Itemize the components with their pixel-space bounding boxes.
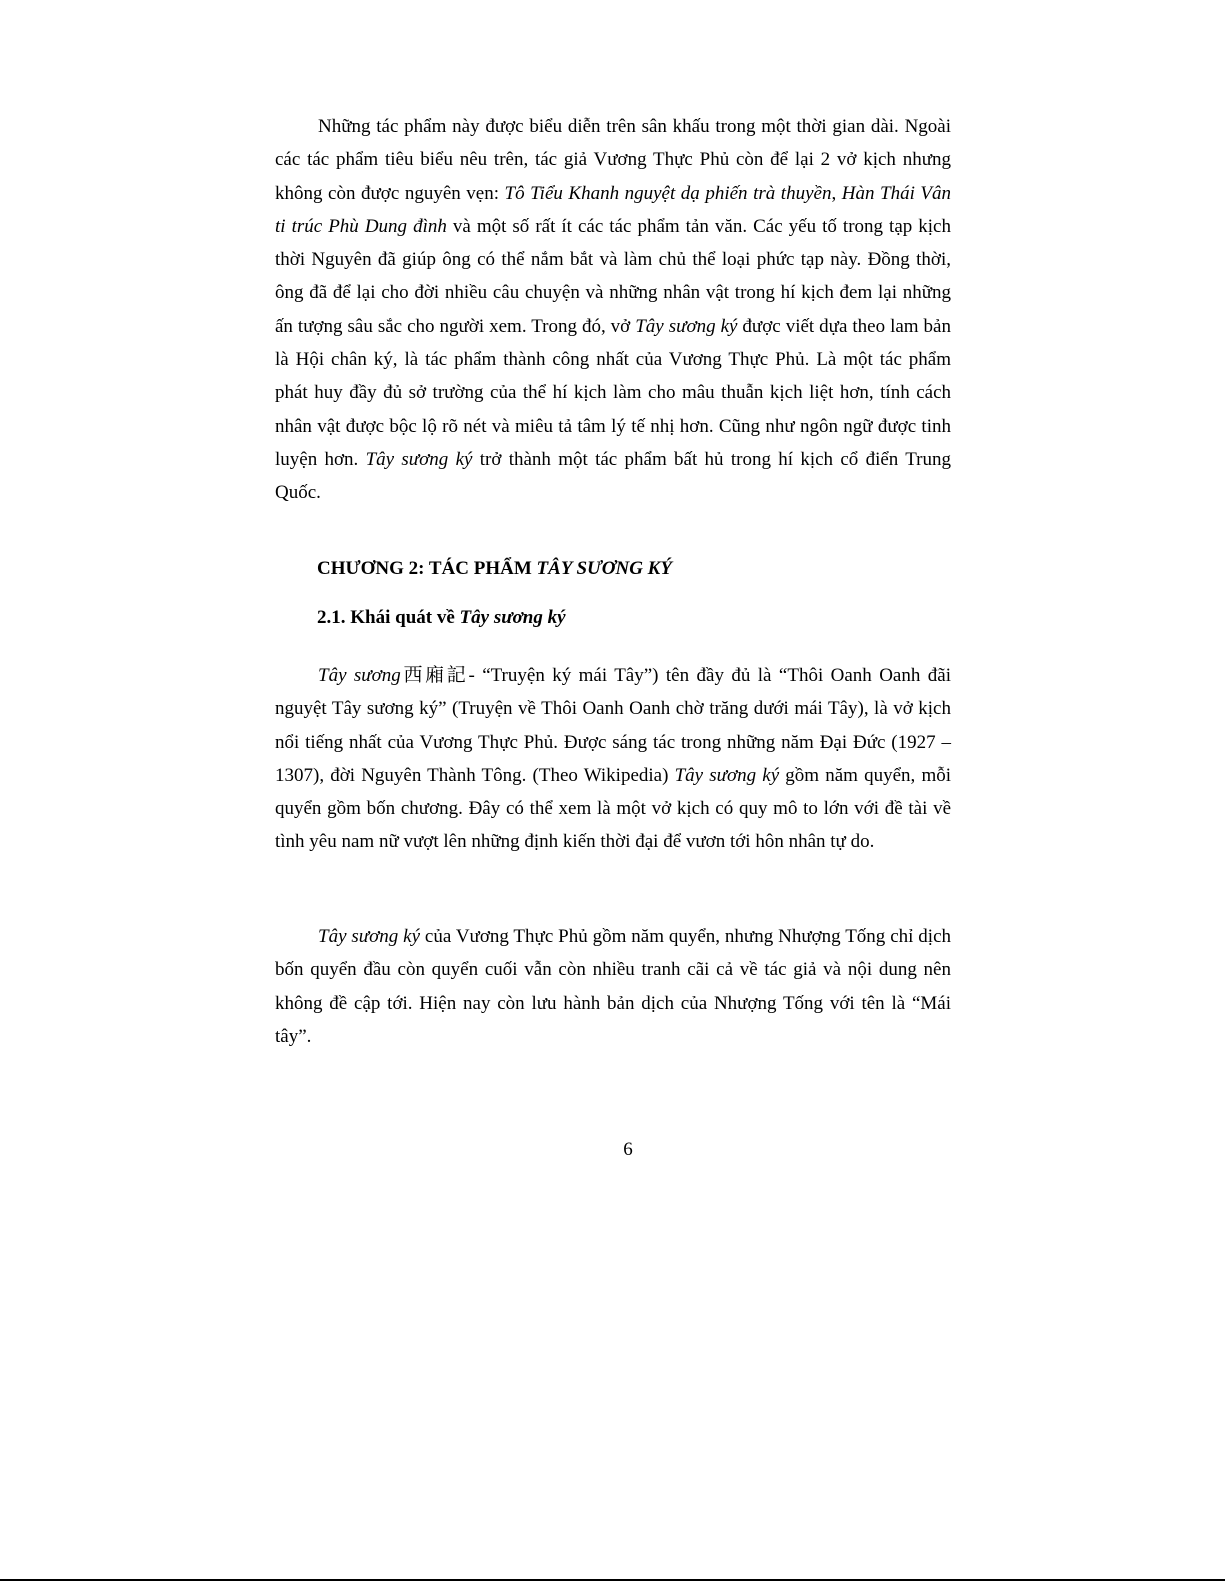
chapter-heading-title: TÂY SƯƠNG KÝ bbox=[536, 558, 672, 579]
italic-title-run: Tây sương bbox=[318, 665, 401, 686]
italic-title-run: Tây sương ký bbox=[674, 764, 780, 786]
text-run: và một số rất ít các tác phẩm tản văn. Các yếu tố trong tạp kịch thời Nguyên đã giúp ông có thể nắm bắt và làm chủ thể loại phức tạp này. Đồng thời, ông đã để lại cho đời nhiều câu chuyện và những nhân vật trong hí kịch đem lại những ấn tượng sâu sắc cho người xem. Trong đó, vở bbox=[275, 215, 951, 337]
text-run: trở thành một tác phẩm bất hủ trong hí kịch cổ điển Trung Quốc. bbox=[275, 448, 951, 504]
text-run: được viết dựa theo lam bản là Hội chân ký, là tác phẩm thành công nhất của Vương Thực Phủ. Là một tác phẩm phát huy đầy đủ sở trường của thể hí kịch làm cho mâu thuẫn kịch liệt hơn, tính cách nhân vật được bộc lộ rõ nét và miêu tả tâm lý tế nhị hơn. Cũng như ngôn ngữ được tinh luyện hơn. bbox=[275, 315, 951, 470]
text-run: của Vương Thực Phủ gồm năm quyển, nhưng Nhượng Tống chỉ dịch bốn quyển đầu còn quyển cuối vẫn còn nhiều tranh cãi cả về tác giả và nội dung nên không đề cập tới. Hiện nay còn lưu hành bản dịch của Nhượng Tống với tên là “Mái tây”. bbox=[275, 926, 951, 1047]
paragraph-works-overview bbox=[275, 110, 951, 510]
paragraph-text bbox=[275, 659, 951, 859]
chinese-characters: 西廂記 bbox=[400, 665, 469, 686]
italic-title-run: Hàn Thái Vân ti trúc Phù Dung đình bbox=[275, 182, 951, 237]
italic-title-run: Tây sương ký bbox=[365, 448, 473, 470]
text-run: - “Truyện ký mái Tây”) tên đầy đủ là “Thôi Oanh Oanh đãi nguyệt Tây sương ký” (Truyện về Thôi Oanh Oanh chờ trăng dưới mái Tây), là vở kịch nổi tiếng nhất của Vương Thực Phủ. Được sáng tác trong những năm Đại Đức (1927 – 1307), đời Nguyên Thành Tông. (Theo Wikipedia) bbox=[275, 665, 951, 786]
paragraph-translation-note bbox=[275, 920, 951, 1053]
section-heading-title: Tây sương ký bbox=[459, 607, 566, 628]
text-run: , bbox=[831, 182, 842, 204]
page-number: 6 bbox=[623, 1139, 633, 1160]
paragraph-text bbox=[275, 110, 951, 510]
text-run: Những tác phẩm này được biểu diễn trên sân khấu trong một thời gian dài. Ngoài các tác phẩm tiêu biểu nêu trên, tác giả Vương Thực Phủ còn để lại 2 vở kịch nhưng không còn được nguyên vẹn: bbox=[275, 116, 951, 204]
chapter-heading-prefix: CHƯƠNG 2: TÁC PHẨM bbox=[317, 558, 537, 579]
italic-title-run: Tô Tiểu Khanh nguyệt dạ phiến trà thuyền bbox=[504, 182, 832, 204]
section-heading bbox=[317, 605, 566, 631]
paragraph-tay-suong-ky-intro bbox=[275, 659, 951, 859]
italic-title-run: Tây sương ký bbox=[318, 926, 421, 947]
text-run: gồm năm quyển, mỗi quyển gồm bốn chương. Đây có thể xem là một vở kịch có quy mô to lớn với đề tài về tình yêu nam nữ vượt lên những định kiến thời đại để vươn tới hôn nhân tự do. bbox=[275, 764, 952, 853]
paragraph-text bbox=[275, 920, 951, 1053]
section-heading-prefix: 2.1. Khái quát về bbox=[317, 607, 460, 628]
chapter-heading bbox=[317, 556, 672, 582]
page-bottom-border bbox=[0, 1579, 1225, 1581]
italic-title-run: Tây sương ký bbox=[635, 315, 738, 337]
